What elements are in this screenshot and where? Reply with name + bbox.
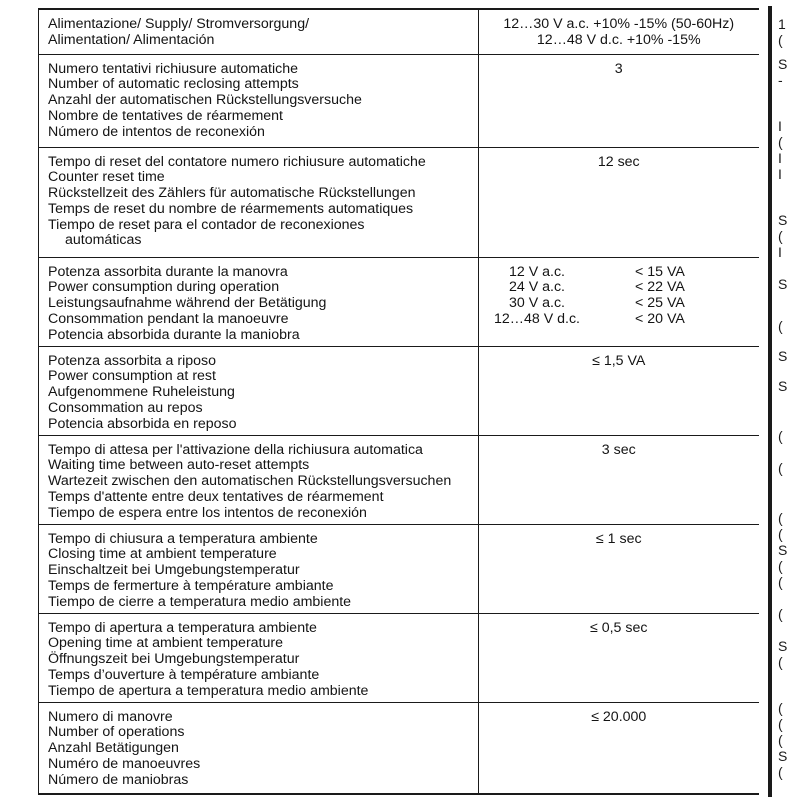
value-pair <box>483 280 755 296</box>
adjacent-column-fragment: 1 <box>778 16 786 32</box>
value-line: 3 sec <box>601 441 636 458</box>
label-line: Consommation pendant la manoeuvre <box>48 310 289 327</box>
label-line: Temps d'attente entre deux tentatives de réarmement <box>48 488 384 505</box>
adjacent-column-fragment: S <box>778 378 788 394</box>
adjacent-column-fragment: ( <box>778 574 783 590</box>
adjacent-column-fragment: ( <box>778 228 783 244</box>
adjacent-column-fragment: ( <box>778 428 783 444</box>
adjacent-column-fragment: - <box>778 72 783 88</box>
label-line: Power consumption at rest <box>48 368 216 385</box>
spec-label-cell <box>39 524 479 613</box>
spec-value-cell <box>479 346 759 435</box>
label-line: Potenza assorbita durante la manovra <box>48 263 288 280</box>
value-line: 12…48 V d.c. +10% -15% <box>536 31 701 48</box>
spec-row-supply <box>39 9 759 54</box>
value-line: 12…30 V a.c. +10% -15% (50-60Hz) <box>503 16 735 32</box>
label-line: Öffnungszeit bei Umgebungstemperatur <box>48 651 300 668</box>
adjacent-column-fragment: ( <box>778 732 783 748</box>
label-line: Potencia absorbida durante la maniobra <box>48 326 300 343</box>
label-line: Number of automatic reclosing attempts <box>48 76 299 93</box>
label-line: Tempo di chiusura a temperatura ambiente <box>48 530 318 547</box>
adjacent-column-fragment: ( <box>778 526 783 542</box>
power-value: < 20 VA <box>635 310 685 327</box>
label-line: Wartezeit zwischen den automatischen Rückstellungsversuchen <box>48 473 452 490</box>
value-line: ≤ 20.000 <box>591 708 647 725</box>
spec-label-cell <box>39 9 479 54</box>
adjacent-column-fragment: ( <box>778 32 783 48</box>
adjacent-column-fragment: S <box>778 212 788 228</box>
adjacent-column-fragment: I <box>778 244 782 260</box>
spec-label-cell <box>39 435 479 524</box>
value-pair <box>483 265 755 281</box>
spec-label-cell <box>39 613 479 702</box>
label-line: Opening time at ambient temperature <box>48 635 284 652</box>
label-line: Tempo di apertura a temperatura ambiente <box>48 619 317 636</box>
label-line: Tiempo de apertura a temperatura medio ambiente <box>48 682 369 699</box>
voltage-value: 24 V a.c. <box>509 279 565 296</box>
label-line: Temps de reset du nombre de réarmements automatiques <box>48 200 414 217</box>
label-line: Nombre de tentatives de réarmement <box>48 107 283 124</box>
label-line: Número de intentos de reconexión <box>48 123 265 140</box>
spec-value-cell <box>479 147 759 257</box>
value-line: ≤ 0,5 sec <box>590 619 648 636</box>
adjacent-column-fragment: ( <box>778 716 783 732</box>
power-value: < 15 VA <box>635 263 685 280</box>
adjacent-column-fragment: S <box>778 638 788 654</box>
adjacent-column-fragment: S <box>778 348 788 364</box>
spec-label-cell <box>39 702 479 794</box>
adjacent-column-fragment: I <box>778 166 782 182</box>
label-line: Tiempo de reset para el contador de reconexiones <box>48 216 365 233</box>
label-line: Potencia absorbida en reposo <box>48 415 237 432</box>
spec-value-cell <box>479 257 759 346</box>
power-value: < 22 VA <box>635 279 685 296</box>
label-line: Alimentation/ Alimentación <box>48 31 215 48</box>
spec-row-closing-time <box>39 524 759 613</box>
label-line: Aufgenommene Ruheleistung <box>48 384 235 401</box>
value-pair <box>483 312 755 328</box>
adjacent-column-rule <box>768 6 772 797</box>
adjacent-column-fragment: ( <box>778 606 783 622</box>
adjacent-column-fragment: ( <box>778 318 783 334</box>
label-line: Leistungsaufnahme während der Betätigung <box>48 295 327 312</box>
spec-row-opening-time <box>39 613 759 702</box>
label-line: Tempo di reset del contatore numero richiusure automatiche <box>48 153 426 170</box>
label-line: Waiting time between auto-reset attempts <box>48 457 310 474</box>
label-line: Alimentazione/ Supply/ Stromversorgung/ <box>48 16 310 32</box>
label-line: Numero di manovre <box>48 708 173 725</box>
adjacent-column-fragment: I <box>778 118 782 134</box>
voltage-value: 12…48 V d.c. <box>494 310 580 327</box>
adjacent-column-fragment: ( <box>778 764 783 780</box>
spec-value-cell <box>479 9 759 54</box>
label-line: Rückstellzeit des Zählers für automatische Rückstellungen <box>48 185 416 202</box>
label-line: Tiempo de cierre a temperatura medio ambiente <box>48 593 352 610</box>
label-line: Power consumption during operation <box>48 279 280 296</box>
adjacent-column-fragment: ( <box>778 700 783 716</box>
voltage-value: 12 V a.c. <box>509 263 565 280</box>
spec-row-power-operation <box>39 257 759 346</box>
label-line: Closing time at ambient temperature <box>48 546 277 563</box>
spec-value-cell <box>479 435 759 524</box>
value-line: ≤ 1,5 VA <box>592 352 646 369</box>
spec-row-operations <box>39 702 759 794</box>
adjacent-column-fragment: ( <box>778 510 783 526</box>
label-line: Numéro de manoeuvres <box>48 755 201 772</box>
power-value: < 25 VA <box>635 295 685 312</box>
value-line: ≤ 1 sec <box>595 530 642 547</box>
label-line: Número de maniobras <box>48 771 189 788</box>
label-line: Number of operations <box>48 724 185 741</box>
adjacent-column-fragment: S <box>778 748 788 764</box>
adjacent-column-fragment: ( <box>778 460 783 476</box>
spec-label-cell <box>39 147 479 257</box>
label-line: Potenza assorbita a riposo <box>48 352 216 369</box>
value-pair <box>483 296 755 312</box>
spec-row-waiting-time <box>39 435 759 524</box>
spec-value-cell <box>479 613 759 702</box>
label-line: Numero tentativi richiusure automatiche <box>48 60 298 77</box>
label-line: automáticas <box>65 232 142 249</box>
label-line: Anzahl der automatischen Rückstellungsversuche <box>48 92 362 109</box>
label-line: Counter reset time <box>48 169 165 186</box>
label-line: Anzahl Betätigungen <box>48 740 179 757</box>
spec-row-reclosing-attempts <box>39 54 759 147</box>
label-line: Temps de fermerture à température ambiante <box>48 577 334 594</box>
adjacent-column-fragment: S <box>778 56 788 72</box>
label-line: Einschaltzeit bei Umgebungstemperatur <box>48 562 300 579</box>
label-line: Temps d’ouverture à température ambiante <box>48 666 320 683</box>
voltage-value: 30 V a.c. <box>509 295 565 312</box>
label-line: Consommation au repos <box>48 399 203 416</box>
spec-value-cell <box>479 54 759 147</box>
spec-table <box>38 8 759 795</box>
spec-label-cell <box>39 54 479 147</box>
adjacent-column-fragment: ( <box>778 558 783 574</box>
spec-value-cell <box>479 524 759 613</box>
label-line: Tempo di attesa per l'attivazione della richiusura automatica <box>48 441 423 458</box>
spec-label-cell <box>39 257 479 346</box>
spec-row-power-rest <box>39 346 759 435</box>
label-line: Tiempo de espera entre los intentos de reconexión <box>48 504 367 521</box>
value-line: 12 sec <box>597 153 640 170</box>
adjacent-column-fragment: S <box>778 276 788 292</box>
spec-label-cell <box>39 346 479 435</box>
adjacent-column-fragment: S <box>778 542 788 558</box>
adjacent-column-fragment: ( <box>778 134 783 150</box>
spec-row-counter-reset <box>39 147 759 257</box>
adjacent-column-fragment: ( <box>778 654 783 670</box>
spec-value-cell <box>479 702 759 794</box>
value-line: 3 <box>614 60 623 77</box>
adjacent-column-fragment: I <box>778 150 782 166</box>
